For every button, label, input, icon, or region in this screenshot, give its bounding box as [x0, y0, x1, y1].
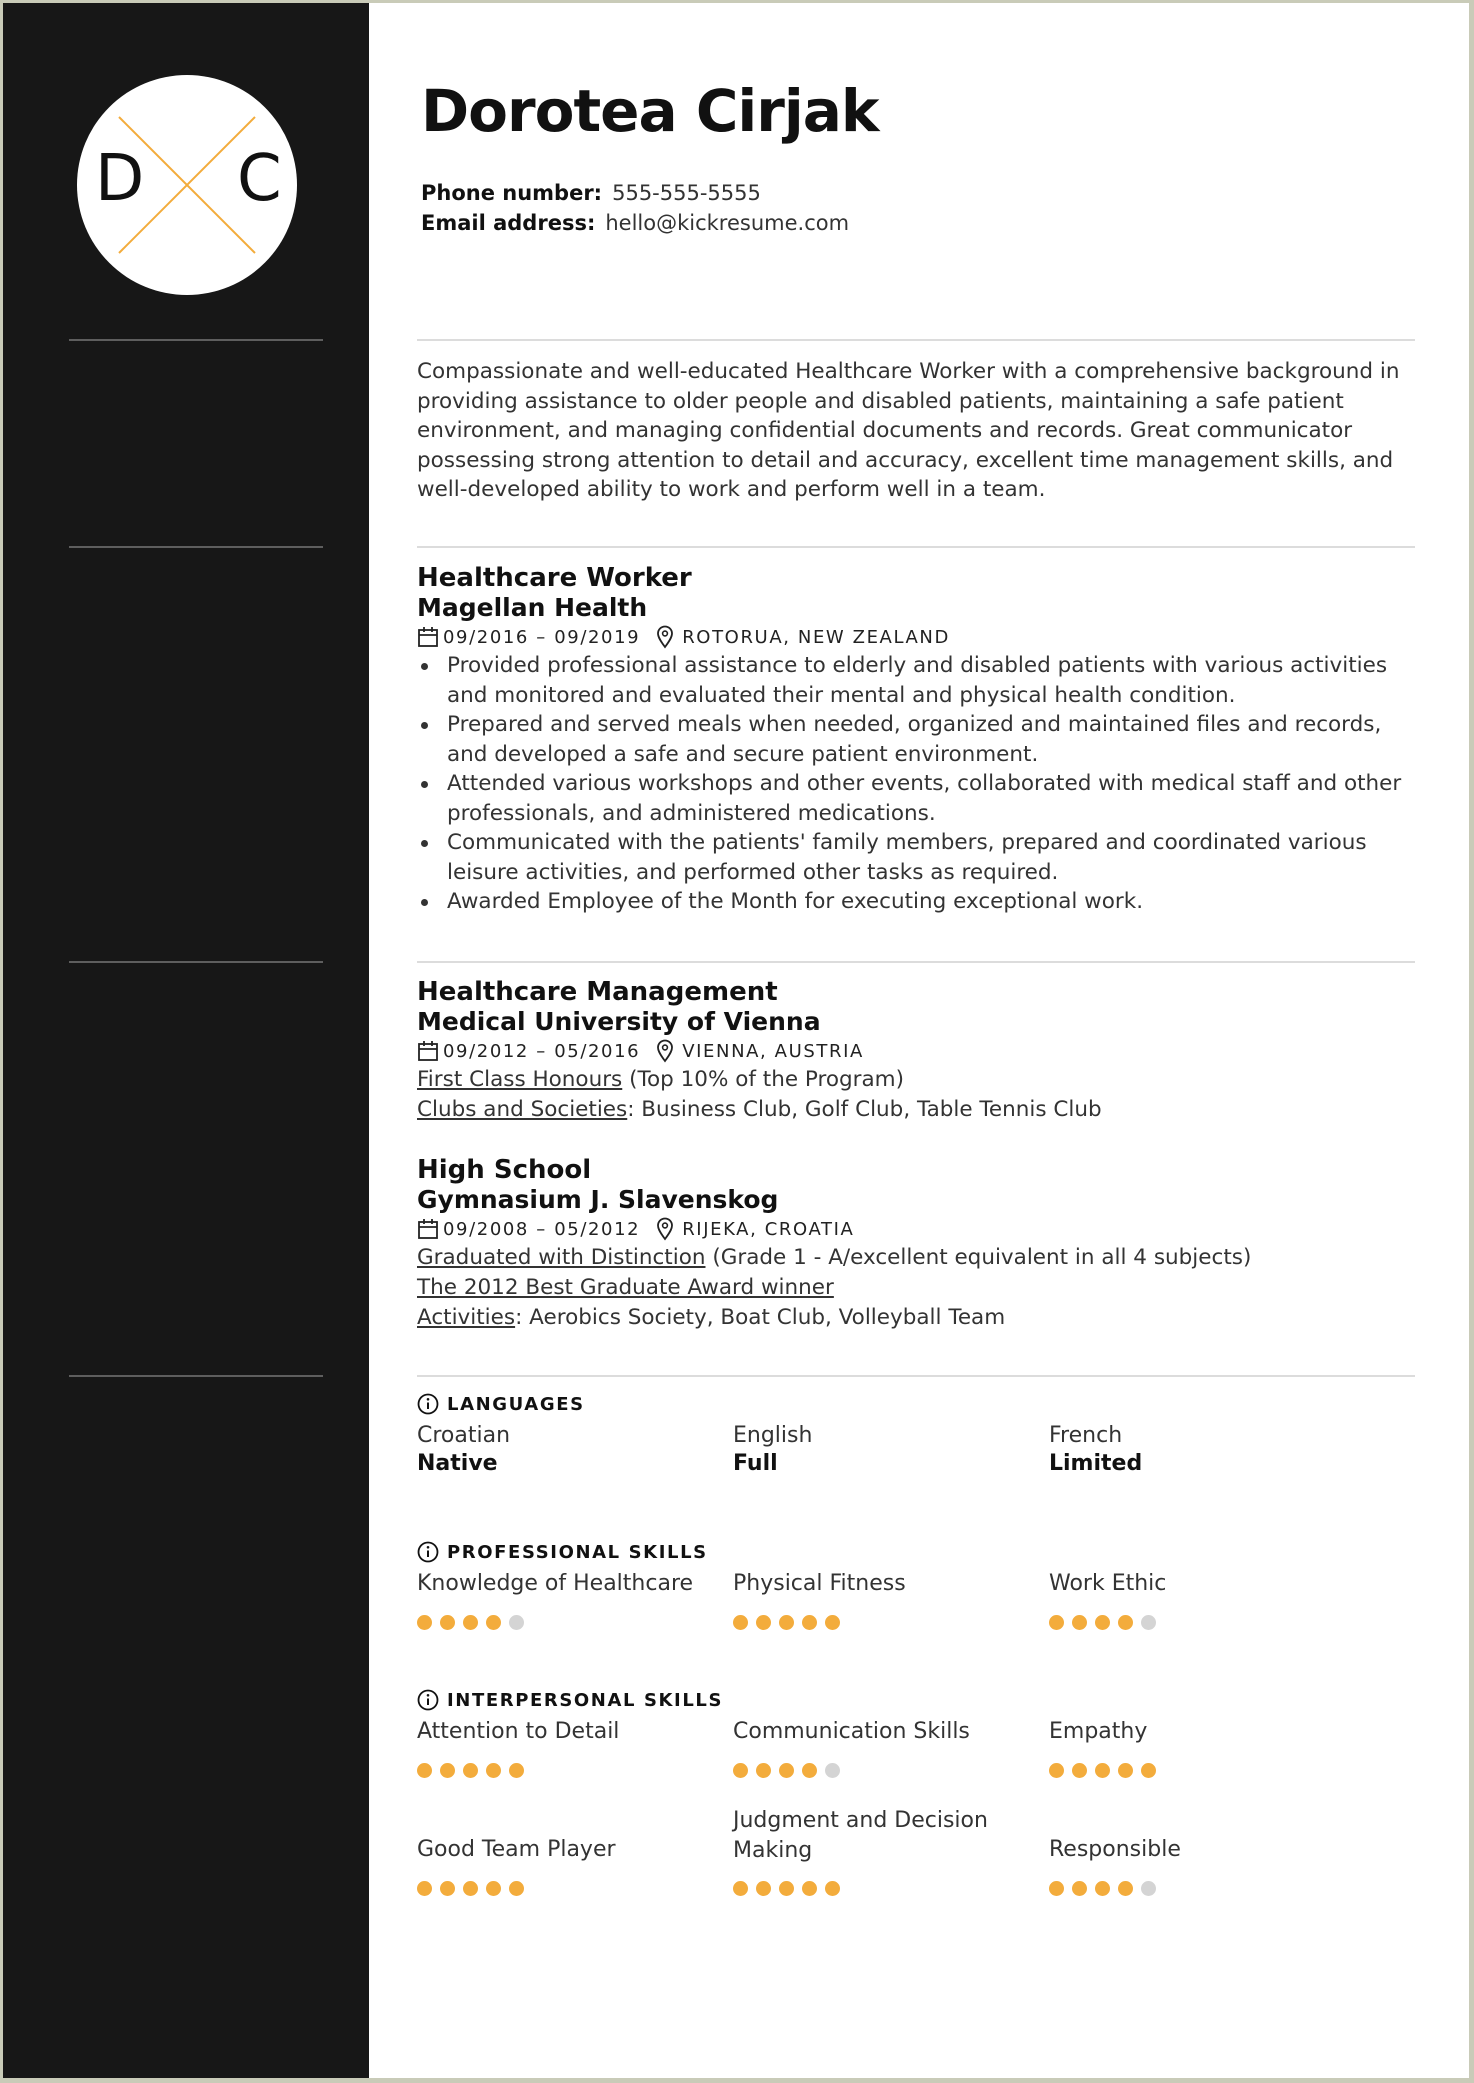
- education-detail: [417, 1097, 1102, 1122]
- sidebar-divider: [69, 546, 323, 548]
- rating-dot-filled: [440, 1881, 455, 1896]
- job-location: ROTORUA, NEW ZEALAND: [682, 626, 950, 648]
- degree-title: High School: [417, 1155, 592, 1185]
- rating-dot-filled: [779, 1763, 794, 1778]
- monogram-initial-last: C: [237, 142, 282, 216]
- phone-label: Phone number:: [421, 181, 603, 205]
- education-detail-text: (Top 10% of the Program): [622, 1067, 904, 1092]
- rating-dot-filled: [509, 1763, 524, 1778]
- skill-name: Attention to Detail: [417, 1719, 620, 1744]
- education-meta: [417, 1217, 854, 1241]
- skill-rating: [1049, 1615, 1156, 1630]
- professional-skills-heading-label: PROFESSIONAL SKILLS: [447, 1541, 708, 1563]
- rating-dot-filled: [1049, 1763, 1064, 1778]
- rating-dot-filled: [486, 1881, 501, 1896]
- phone-row: [421, 181, 761, 205]
- calendar-icon: [417, 626, 439, 648]
- job-meta: [417, 625, 950, 649]
- rating-dot-empty: [509, 1615, 524, 1630]
- list-item: Awarded Employee of the Month for executing exceptional work.: [417, 887, 1427, 917]
- rating-dot-filled: [1072, 1763, 1087, 1778]
- list-item: Provided professional assistance to elderly and disabled patients with various activities and monitored and evaluated their mental and physical health condition.: [417, 651, 1427, 710]
- rating-dot-filled: [733, 1763, 748, 1778]
- skill-name: Physical Fitness: [733, 1571, 906, 1596]
- skill-name: Communication Skills: [733, 1719, 970, 1744]
- rating-dot-filled: [509, 1881, 524, 1896]
- rating-dot-filled: [463, 1615, 478, 1630]
- profile-summary: Compassionate and well-educated Healthcare Worker with a comprehensive background in providing assistance to older people and disabled patients, maintaining a safe patient environment, and managing confidential documents and records. Great communicator possessing strong attention to detail and accuracy, excellent time management skills, and well-developed ability to work and perform well in a team.: [417, 359, 1400, 502]
- sidebar: [3, 3, 369, 2078]
- rating-dot-filled: [417, 1881, 432, 1896]
- location-pin-icon: [656, 1039, 674, 1063]
- list-item: Prepared and served meals when needed, organized and maintained files and records, and developed a safe and secure patient environment.: [417, 710, 1427, 769]
- location-pin-icon: [656, 625, 674, 649]
- rating-dot-empty: [825, 1763, 840, 1778]
- rating-dot-filled: [463, 1763, 478, 1778]
- rating-dot-filled: [1095, 1615, 1110, 1630]
- job-dates: 09/2016 – 09/2019: [443, 626, 641, 648]
- language-level: Limited: [1049, 1451, 1143, 1476]
- rating-dot-filled: [733, 1881, 748, 1896]
- calendar-icon: [417, 1040, 439, 1062]
- section-divider: [417, 961, 1415, 963]
- location-pin-icon: [656, 1217, 674, 1241]
- rating-dot-filled: [486, 1763, 501, 1778]
- education-detail-text: : Aerobics Society, Boat Club, Volleyball Team: [515, 1305, 1006, 1330]
- professional-skills-heading: [417, 1541, 708, 1563]
- education-detail-text: (Grade 1 - A/excellent equivalent in all 4 subjects): [705, 1245, 1252, 1270]
- sidebar-divider: [69, 339, 323, 341]
- skill-name: Work Ethic: [1049, 1571, 1167, 1596]
- education-detail: [417, 1245, 1251, 1270]
- resume-page: [3, 3, 1469, 2078]
- candidate-name: Dorotea Cirjak: [421, 77, 879, 145]
- rating-dot-filled: [733, 1615, 748, 1630]
- rating-dot-filled: [779, 1881, 794, 1896]
- skill-rating: [733, 1763, 840, 1778]
- skill-rating: [1049, 1881, 1156, 1896]
- education-detail-link: The 2012 Best Graduate Award winner: [417, 1275, 834, 1300]
- rating-dot-filled: [825, 1615, 840, 1630]
- rating-dot-filled: [463, 1881, 478, 1896]
- rating-dot-empty: [1141, 1615, 1156, 1630]
- rating-dot-filled: [1049, 1881, 1064, 1896]
- education-detail-link: First Class Honours: [417, 1067, 623, 1092]
- education-meta: [417, 1039, 864, 1063]
- school-name: Medical University of Vienna: [417, 1007, 821, 1036]
- skill-name: Judgment and Decision Making: [733, 1808, 988, 1863]
- job-achievements-list: [417, 651, 1427, 917]
- employer-name: Magellan Health: [417, 593, 648, 622]
- rating-dot-filled: [486, 1615, 501, 1630]
- email-value: hello@kickresume.com: [605, 211, 850, 235]
- monogram-initial-first: D: [95, 142, 145, 216]
- education-location: VIENNA, AUSTRIA: [682, 1040, 864, 1062]
- section-divider: [417, 1375, 1415, 1377]
- languages-heading: [417, 1393, 585, 1415]
- info-icon: [417, 1541, 439, 1563]
- skill-rating: [417, 1881, 524, 1896]
- education-dates: 09/2008 – 05/2012: [443, 1218, 641, 1240]
- rating-dot-filled: [779, 1615, 794, 1630]
- sidebar-divider: [69, 961, 323, 963]
- rating-dot-filled: [1118, 1763, 1133, 1778]
- rating-dot-filled: [1095, 1763, 1110, 1778]
- education-detail-text: : Business Club, Golf Club, Table Tennis Club: [627, 1097, 1102, 1122]
- education-detail-link: Activities: [417, 1305, 516, 1330]
- interpersonal-skills-heading: [417, 1689, 723, 1711]
- education-dates: 09/2012 – 05/2016: [443, 1040, 641, 1062]
- rating-dot-filled: [417, 1615, 432, 1630]
- school-name: Gymnasium J. Slavenskog: [417, 1185, 779, 1214]
- education-detail: [417, 1305, 1005, 1330]
- language-name: Croatian: [417, 1423, 511, 1448]
- rating-dot-filled: [1118, 1615, 1133, 1630]
- skill-name: Knowledge of Healthcare: [417, 1571, 694, 1596]
- skill-rating: [733, 1881, 840, 1896]
- rating-dot-filled: [1141, 1763, 1156, 1778]
- info-icon: [417, 1689, 439, 1711]
- skill-rating: [733, 1615, 840, 1630]
- rating-dot-filled: [1095, 1881, 1110, 1896]
- rating-dot-empty: [1141, 1881, 1156, 1896]
- rating-dot-filled: [756, 1881, 771, 1896]
- job-title: Healthcare Worker: [417, 563, 692, 593]
- rating-dot-filled: [825, 1881, 840, 1896]
- language-name: English: [733, 1423, 813, 1448]
- degree-title: Healthcare Management: [417, 977, 778, 1007]
- email-row: [421, 211, 849, 235]
- skill-rating: [1049, 1763, 1156, 1778]
- list-item: Attended various workshops and other events, collaborated with medical staff and other professionals, and administered medications.: [417, 769, 1427, 828]
- phone-value: 555-555-5555: [612, 181, 761, 205]
- skill-rating: [417, 1615, 524, 1630]
- monogram-logo: [77, 75, 297, 295]
- sidebar-divider: [69, 1375, 323, 1377]
- education-detail-link: Graduated with Distinction: [417, 1245, 706, 1270]
- rating-dot-filled: [440, 1615, 455, 1630]
- skill-name: Empathy: [1049, 1719, 1148, 1744]
- language-level: Full: [733, 1451, 778, 1476]
- info-icon: [417, 1393, 439, 1415]
- skill-name: Good Team Player: [417, 1837, 616, 1862]
- rating-dot-filled: [440, 1763, 455, 1778]
- rating-dot-filled: [802, 1763, 817, 1778]
- skill-name: Responsible: [1049, 1837, 1181, 1862]
- email-label: Email address:: [421, 211, 596, 235]
- calendar-icon: [417, 1218, 439, 1240]
- language-name: French: [1049, 1423, 1123, 1448]
- education-detail-link: Clubs and Societies: [417, 1097, 628, 1122]
- list-item: Communicated with the patients' family members, prepared and coordinated various leisure activities, and performed other tasks as required.: [417, 828, 1427, 887]
- rating-dot-filled: [1072, 1615, 1087, 1630]
- rating-dot-filled: [756, 1615, 771, 1630]
- education-location: RIJEKA, CROATIA: [682, 1218, 855, 1240]
- rating-dot-filled: [756, 1763, 771, 1778]
- interpersonal-skills-heading-label: INTERPERSONAL SKILLS: [447, 1689, 724, 1711]
- languages-heading-label: LANGUAGES: [447, 1393, 585, 1415]
- rating-dot-filled: [802, 1615, 817, 1630]
- section-divider: [417, 546, 1415, 548]
- language-level: Native: [417, 1451, 498, 1476]
- section-divider: [417, 339, 1415, 341]
- rating-dot-filled: [1118, 1881, 1133, 1896]
- education-detail: [417, 1275, 834, 1300]
- rating-dot-filled: [1072, 1881, 1087, 1896]
- skill-rating: [417, 1763, 524, 1778]
- rating-dot-filled: [417, 1763, 432, 1778]
- rating-dot-filled: [802, 1881, 817, 1896]
- education-detail: [417, 1067, 904, 1092]
- rating-dot-filled: [1049, 1615, 1064, 1630]
